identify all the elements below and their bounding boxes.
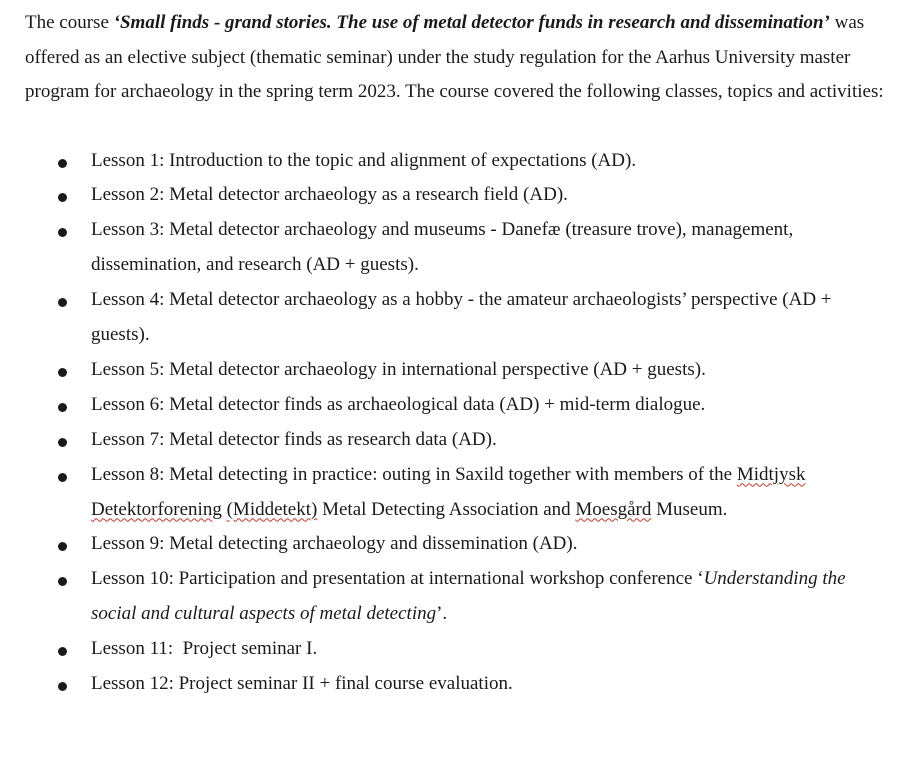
lesson-text: Lesson 12: Project seminar II + final course evaluation. xyxy=(91,673,513,695)
lesson-text: Lesson 5: Metal detector archaeology in international perspective (AD + guests). xyxy=(91,358,706,380)
lesson-list xyxy=(25,144,891,703)
lesson-text-part: Museum. xyxy=(651,498,728,520)
course-title: ‘Small finds - grand stories. The use of metal detector funds in research and dissemination’ xyxy=(113,12,830,33)
spellcheck-word: Midtjysk xyxy=(736,463,806,485)
spellcheck-word: Moesgård xyxy=(575,498,652,520)
workshop-title: Understanding the social and cultural aspects of metal detecting xyxy=(91,568,846,625)
intro-paragraph xyxy=(25,6,891,110)
intro-suffix: was offered as an elective subject (thematic seminar) under the study regulation for the Aarhus University master program for archaeology in the spring term 2023. The course covered the following classes, topics and activities: xyxy=(25,12,884,102)
lesson-item-4 xyxy=(25,283,891,353)
spellcheck-word: (Middetekt) xyxy=(226,498,318,520)
bullet-icon xyxy=(58,682,67,691)
lesson-text: Lesson 11: Project seminar I. xyxy=(91,638,318,660)
lesson-item-7 xyxy=(25,423,891,458)
lesson-item-9 xyxy=(25,527,891,562)
lesson-text: Lesson 3: Metal detector archaeology and museums - Danefæ (treasure trove), management, dissemination, and research (AD + guests). xyxy=(91,219,794,276)
bullet-icon xyxy=(58,473,67,482)
lesson-text: Lesson 7: Metal detector finds as research data (AD). xyxy=(91,428,497,450)
bullet-icon xyxy=(58,542,67,551)
lesson-text: Lesson 2: Metal detector archaeology as a research field (AD). xyxy=(91,184,568,206)
bullet-icon xyxy=(58,577,67,586)
bullet-icon xyxy=(58,228,67,237)
lesson-text-part: Lesson 10: Participation and presentation at international workshop conference ‘ xyxy=(91,568,704,590)
lesson-item-8 xyxy=(25,458,891,528)
bullet-icon xyxy=(58,159,67,168)
lesson-item-2 xyxy=(25,178,891,213)
lesson-text: Lesson 9: Metal detecting archaeology and dissemination (AD). xyxy=(91,533,578,555)
bullet-icon xyxy=(58,193,67,202)
lesson-item-10 xyxy=(25,562,891,632)
lesson-item-5 xyxy=(25,353,891,388)
intro-prefix: The course xyxy=(25,12,114,33)
lesson-text: Lesson 1: Introduction to the topic and alignment of expectations (AD). xyxy=(91,149,637,171)
bullet-icon xyxy=(58,647,67,656)
spellcheck-word: Detektorforening xyxy=(91,498,222,520)
lesson-text-part: ’. xyxy=(436,603,448,625)
lesson-text: Lesson 4: Metal detector archaeology as a hobby - the amateur archaeologists’ perspective (AD + guests). xyxy=(91,289,832,346)
lesson-text: Lesson 6: Metal detector finds as archaeological data (AD) + mid-term dialogue. xyxy=(91,393,706,415)
lesson-item-6 xyxy=(25,388,891,423)
bullet-icon xyxy=(58,438,67,447)
lesson-item-1 xyxy=(25,144,891,179)
lesson-text-part: Metal Detecting Association and xyxy=(317,498,576,520)
bullet-icon xyxy=(58,298,67,307)
lesson-item-11 xyxy=(25,632,891,667)
lesson-text-part: Lesson 8: Metal detecting in practice: outing in Saxild together with members of the xyxy=(91,463,737,485)
bullet-icon xyxy=(58,403,67,412)
bullet-icon xyxy=(58,368,67,377)
lesson-item-12 xyxy=(25,667,891,702)
lesson-item-3 xyxy=(25,213,891,283)
